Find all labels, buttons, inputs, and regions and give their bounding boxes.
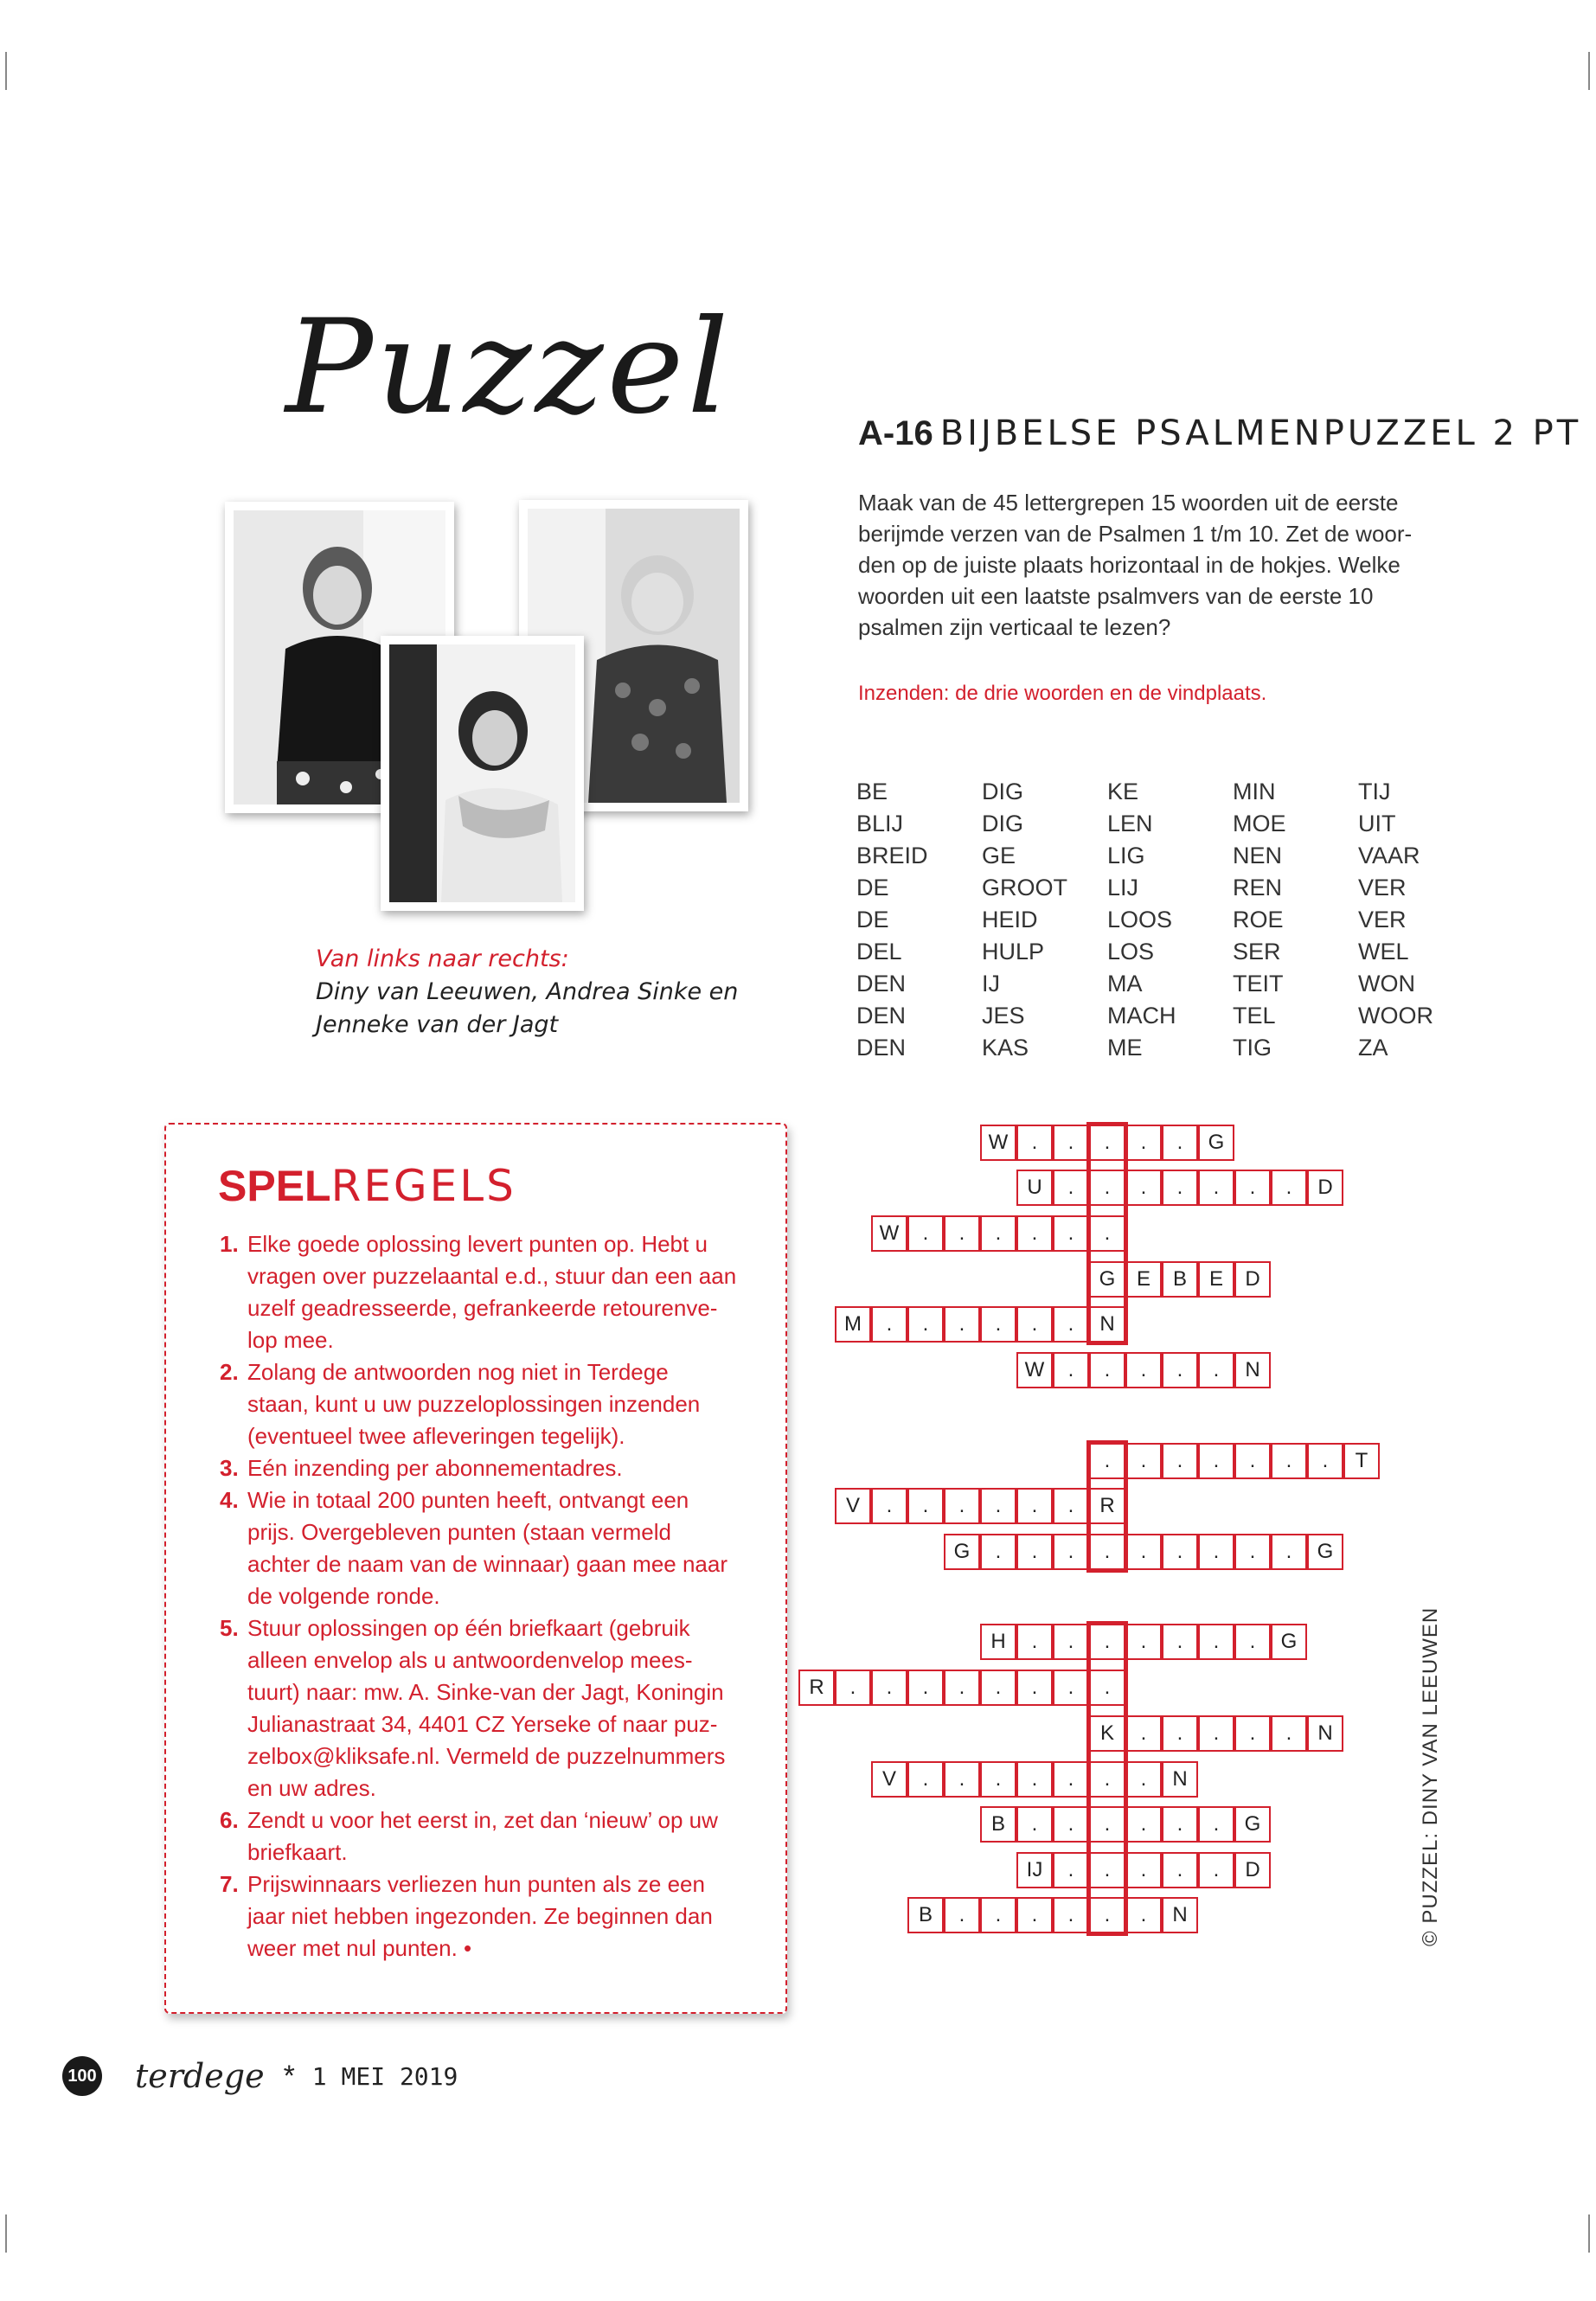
rules-title bbox=[218, 1161, 516, 1211]
page-title: Puzzel bbox=[285, 292, 733, 443]
crossword-cell[interactable]: . bbox=[1198, 1624, 1234, 1660]
syllable: DIG bbox=[982, 811, 1024, 836]
crossword-cell[interactable]: . bbox=[1016, 1125, 1053, 1161]
crossword-cell[interactable]: . bbox=[1089, 1352, 1125, 1388]
crossword-cell[interactable]: . bbox=[1016, 1806, 1053, 1843]
syllable: MOE bbox=[1233, 811, 1286, 836]
syllable: BREID bbox=[856, 843, 928, 868]
crossword-cell[interactable]: K bbox=[1089, 1715, 1125, 1752]
rule-item bbox=[220, 1356, 739, 1452]
crossword-cell[interactable]: . bbox=[907, 1488, 944, 1524]
crossword-cell[interactable]: . bbox=[1016, 1761, 1053, 1798]
crossword-cell[interactable]: . bbox=[1271, 1534, 1307, 1570]
crossword-cell[interactable]: . bbox=[1162, 1806, 1198, 1843]
crossword-cell[interactable]: . bbox=[871, 1306, 907, 1343]
crossword-cell[interactable]: . bbox=[1089, 1761, 1125, 1798]
rule-text bbox=[247, 1804, 739, 1868]
crossword-cell[interactable]: . bbox=[980, 1488, 1016, 1524]
crossword-cell[interactable]: . bbox=[1125, 1125, 1162, 1161]
crossword-cell[interactable]: . bbox=[1198, 1170, 1234, 1206]
crossword-cell[interactable]: . bbox=[1234, 1170, 1271, 1206]
crossword-cell[interactable]: . bbox=[944, 1761, 980, 1798]
syllable: VER bbox=[1358, 875, 1407, 901]
crossword-cell[interactable]: . bbox=[1271, 1715, 1307, 1752]
page-footer bbox=[62, 2054, 458, 2098]
photo-andrea bbox=[381, 636, 584, 911]
crossword-cell[interactable]: G bbox=[944, 1534, 980, 1570]
intro-line: den op de juiste plaats horizontaal in de hokjes. Welke bbox=[858, 552, 1401, 578]
crop-mark bbox=[5, 2214, 7, 2253]
crossword-cell[interactable]: . bbox=[1198, 1852, 1234, 1888]
rule-line: weer met nul punten. • bbox=[247, 1935, 472, 1961]
rule-text bbox=[247, 1868, 739, 1965]
crossword-cell[interactable]: . bbox=[1125, 1352, 1162, 1388]
intro-line: woorden uit een laatste psalmvers van de eerste 10 bbox=[858, 583, 1374, 609]
crossword-cell[interactable]: . bbox=[1271, 1443, 1307, 1479]
rule-line: achter de naam van de winnaar) gaan mee naar bbox=[247, 1551, 728, 1577]
syllable: GE bbox=[982, 843, 1016, 868]
rule-item bbox=[220, 1228, 739, 1356]
crossword-cell[interactable]: . bbox=[1125, 1897, 1162, 1933]
intro-line: Maak van de 45 lettergrepen 15 woorden uit de eerste bbox=[858, 490, 1399, 516]
syllable: LEN bbox=[1107, 811, 1153, 836]
crossword-cell[interactable]: E bbox=[1198, 1261, 1234, 1298]
rule-number: 3. bbox=[220, 1455, 239, 1481]
crossword-cell[interactable]: . bbox=[1053, 1852, 1089, 1888]
crossword-cell[interactable]: . bbox=[1089, 1624, 1125, 1660]
submit-instruction: Inzenden: de drie woorden en de vindplaats. bbox=[858, 682, 1267, 705]
crossword-cell[interactable]: . bbox=[1307, 1443, 1343, 1479]
crossword-cell[interactable]: . bbox=[1198, 1443, 1234, 1479]
syllable: DEN bbox=[856, 1035, 907, 1061]
crossword-cell[interactable]: . bbox=[1053, 1488, 1089, 1524]
crossword-cell[interactable]: W bbox=[1016, 1352, 1053, 1388]
photo-caption bbox=[316, 943, 738, 1042]
rule-number: 7. bbox=[220, 1871, 239, 1897]
crossword-cell[interactable]: . bbox=[980, 1215, 1016, 1252]
crossword-cell[interactable]: . bbox=[1198, 1715, 1234, 1752]
crossword-cell[interactable]: R bbox=[1089, 1488, 1125, 1524]
crossword-cell[interactable]: . bbox=[1162, 1715, 1198, 1752]
rule-line: (eventueel twee afleveringen tegelijk). bbox=[247, 1423, 625, 1449]
syllable: ME bbox=[1107, 1035, 1143, 1061]
crop-mark bbox=[1588, 2214, 1590, 2253]
rule-line: Stuur oplossingen op één briefkaart (gebruik bbox=[247, 1615, 690, 1641]
crossword-cell[interactable]: . bbox=[1016, 1670, 1053, 1706]
crossword-cell[interactable]: . bbox=[1162, 1125, 1198, 1161]
syllable: ROE bbox=[1233, 907, 1284, 933]
crossword-cell[interactable]: . bbox=[1125, 1806, 1162, 1843]
crossword-cell[interactable]: . bbox=[871, 1488, 907, 1524]
rule-line: alleen envelop als u antwoordenvelop mees- bbox=[247, 1647, 693, 1673]
rule-line: Zolang de antwoorden nog niet in Terdege bbox=[247, 1359, 669, 1385]
rules-box bbox=[164, 1123, 787, 2014]
rule-text bbox=[247, 1228, 739, 1356]
crossword-cell[interactable]: . bbox=[944, 1670, 980, 1706]
crossword-cell[interactable]: . bbox=[980, 1534, 1016, 1570]
syllable: MIN bbox=[1233, 779, 1276, 804]
rule-item bbox=[220, 1868, 739, 1965]
crossword-cell[interactable]: B bbox=[980, 1806, 1016, 1843]
syllable: DEN bbox=[856, 1003, 907, 1029]
crossword-cell[interactable]: . bbox=[1125, 1624, 1162, 1660]
crossword-cell[interactable]: . bbox=[1089, 1897, 1125, 1933]
crossword-cell[interactable]: W bbox=[871, 1215, 907, 1252]
crossword-cell[interactable]: . bbox=[1125, 1443, 1162, 1479]
syllable-list bbox=[856, 776, 1484, 1064]
crossword-cell[interactable]: M bbox=[835, 1306, 871, 1343]
rule-line: Prijswinnaars verliezen hun punten als ze een bbox=[247, 1871, 705, 1897]
crossword-cell[interactable]: . bbox=[1089, 1670, 1125, 1706]
crossword-cell[interactable]: . bbox=[1053, 1670, 1089, 1706]
syllable: TEL bbox=[1233, 1003, 1276, 1029]
puzzle-credit: © PUZZEL: DINY VAN LEEUWEN bbox=[1419, 1606, 1442, 1946]
rule-line: Zendt u voor het eerst in, zet dan ‘nieuw’ op uw bbox=[247, 1807, 718, 1833]
syllable: DEN bbox=[856, 971, 907, 997]
puzzle-number: A-16 bbox=[858, 414, 933, 452]
crossword-cell[interactable]: . bbox=[1125, 1852, 1162, 1888]
syllable: BLIJ bbox=[856, 811, 904, 836]
rules-title-thin: REGELS bbox=[330, 1161, 516, 1211]
crossword-cell[interactable]: . bbox=[1234, 1534, 1271, 1570]
syllable: LIJ bbox=[1107, 875, 1139, 901]
crossword-cell[interactable]: . bbox=[907, 1215, 944, 1252]
crossword-cell[interactable]: . bbox=[1162, 1352, 1198, 1388]
rule-line: zelbox@kliksafe.nl. Vermeld de puzzelnummers bbox=[247, 1743, 726, 1769]
syllable: TIG bbox=[1233, 1035, 1272, 1061]
crossword-cell[interactable]: . bbox=[1234, 1715, 1271, 1752]
crossword-cell[interactable]: . bbox=[907, 1670, 944, 1706]
crossword-cell[interactable]: . bbox=[1053, 1624, 1089, 1660]
syllable: VER bbox=[1358, 907, 1407, 933]
syllable: DE bbox=[856, 875, 889, 901]
crossword-cell[interactable]: . bbox=[1162, 1443, 1198, 1479]
crossword-cell[interactable]: . bbox=[835, 1670, 871, 1706]
syllable: IJ bbox=[982, 971, 1001, 997]
puzzle-title: BIJBELSE PSALMENPUZZEL 2 PT bbox=[939, 413, 1582, 453]
syllable: WOOR bbox=[1358, 1003, 1433, 1029]
puzzle-intro bbox=[858, 487, 1481, 643]
crossword-cell[interactable]: . bbox=[1162, 1624, 1198, 1660]
crossword-cell[interactable]: . bbox=[1016, 1534, 1053, 1570]
caption-line: Van links naar rechts: bbox=[316, 945, 569, 972]
crossword-cell[interactable]: . bbox=[1053, 1306, 1089, 1343]
rule-item bbox=[220, 1612, 739, 1804]
crossword-cell[interactable]: . bbox=[944, 1897, 980, 1933]
syllable: NEN bbox=[1233, 843, 1283, 868]
syllable: LIG bbox=[1107, 843, 1145, 868]
crossword-cell[interactable]: . bbox=[1234, 1624, 1271, 1660]
caption-line: Diny van Leeuwen, Andrea Sinke en bbox=[316, 978, 739, 1005]
issue-date: 1 MEI 2019 bbox=[311, 2061, 458, 2091]
crossword-cell[interactable]: . bbox=[1016, 1624, 1053, 1660]
crossword-cell[interactable]: . bbox=[1089, 1852, 1125, 1888]
rule-line: en uw adres. bbox=[247, 1775, 376, 1801]
crossword-cell[interactable]: . bbox=[1162, 1170, 1198, 1206]
rule-item bbox=[220, 1452, 739, 1484]
rule-line: staan, kunt u uw puzzeloplossingen inzenden bbox=[247, 1391, 701, 1417]
syllable: DE bbox=[856, 907, 889, 933]
rule-line: briefkaart. bbox=[247, 1839, 348, 1865]
crossword-cell[interactable]: . bbox=[944, 1306, 980, 1343]
syllable: MA bbox=[1107, 971, 1143, 997]
crossword-cell[interactable]: . bbox=[1053, 1352, 1089, 1388]
crossword-cell[interactable]: V bbox=[871, 1761, 907, 1798]
rule-number: 1. bbox=[220, 1231, 239, 1257]
crossword-cell[interactable]: . bbox=[1053, 1761, 1089, 1798]
rule-text bbox=[247, 1612, 739, 1804]
syllable: WEL bbox=[1358, 939, 1409, 965]
crossword-cell[interactable]: . bbox=[1198, 1806, 1234, 1843]
syllable: VAAR bbox=[1358, 843, 1420, 868]
rule-line: Julianastraat 34, 4401 CZ Yerseke of naar puz- bbox=[247, 1711, 718, 1737]
crossword-cell[interactable]: . bbox=[944, 1488, 980, 1524]
rule-text bbox=[247, 1484, 739, 1612]
crossword-cell[interactable]: . bbox=[1125, 1170, 1162, 1206]
syllable: BE bbox=[856, 779, 888, 804]
rule-line: uzelf geadresseerde, gefrankeerde retourenve- bbox=[247, 1295, 718, 1321]
syllable: DIG bbox=[982, 779, 1024, 804]
rule-line: prijs. Overgebleven punten (staan vermeld bbox=[247, 1519, 671, 1545]
crop-mark bbox=[5, 52, 7, 90]
crossword-cell[interactable]: . bbox=[1125, 1761, 1162, 1798]
rule-line: vragen over puzzelaantal e.d., stuur dan een aan bbox=[247, 1263, 737, 1289]
crossword-cell[interactable]: . bbox=[1198, 1534, 1234, 1570]
syllable: KE bbox=[1107, 779, 1139, 804]
rule-line: jaar niet hebben ingezonden. Ze beginnen dan bbox=[247, 1903, 713, 1929]
syllable: MACH bbox=[1107, 1003, 1176, 1029]
caption-line: Jenneke van der Jagt bbox=[316, 1011, 559, 1038]
intro-line: psalmen zijn verticaal te lezen? bbox=[858, 614, 1171, 640]
crossword-cell[interactable]: . bbox=[980, 1670, 1016, 1706]
syllable: HULP bbox=[982, 939, 1045, 965]
rule-number: 4. bbox=[220, 1487, 239, 1513]
rule-line: Wie in totaal 200 punten heeft, ontvangt een bbox=[247, 1487, 689, 1513]
crossword-cell[interactable]: . bbox=[1016, 1215, 1053, 1252]
rules-list bbox=[220, 1228, 739, 1965]
syllable: REN bbox=[1233, 875, 1283, 901]
syllable: UIT bbox=[1358, 811, 1396, 836]
crossword-cell[interactable]: D bbox=[1307, 1170, 1343, 1206]
crossword-cell[interactable]: H bbox=[980, 1624, 1016, 1660]
crossword-cell[interactable]: . bbox=[1089, 1170, 1125, 1206]
syllable: HEID bbox=[982, 907, 1038, 933]
crossword-cell[interactable]: T bbox=[1343, 1443, 1380, 1479]
crossword-cell[interactable]: . bbox=[1089, 1215, 1125, 1252]
crossword-cell[interactable]: . bbox=[1053, 1806, 1089, 1843]
crossword-cell[interactable]: . bbox=[980, 1761, 1016, 1798]
crossword-cell[interactable]: . bbox=[907, 1761, 944, 1798]
crossword-cell[interactable]: . bbox=[1016, 1306, 1053, 1343]
rule-line: Elke goede oplossing levert punten op. Hebt u bbox=[247, 1231, 708, 1257]
syllable: TIJ bbox=[1358, 779, 1391, 804]
crossword-cell[interactable]: U bbox=[1016, 1170, 1053, 1206]
crossword-cell[interactable]: . bbox=[1053, 1215, 1089, 1252]
crossword-cell[interactable]: B bbox=[907, 1897, 944, 1933]
puzzle-heading bbox=[858, 413, 1581, 453]
intro-line: berijmde verzen van de Psalmen 1 t/m 10. Zet de woor- bbox=[858, 521, 1413, 547]
syllable: TEIT bbox=[1233, 971, 1284, 997]
syllable: SER bbox=[1233, 939, 1281, 965]
rule-number: 6. bbox=[220, 1807, 239, 1833]
crop-mark bbox=[1588, 52, 1590, 90]
crossword-cell[interactable]: B bbox=[1162, 1261, 1198, 1298]
crossword-cell[interactable]: . bbox=[980, 1306, 1016, 1343]
syllable: ZA bbox=[1358, 1035, 1388, 1061]
crossword-cell[interactable]: IJ bbox=[1016, 1852, 1053, 1888]
syllable: LOOS bbox=[1107, 907, 1173, 933]
syllable: GROOT bbox=[982, 875, 1067, 901]
crossword-cell[interactable]: G bbox=[1089, 1261, 1125, 1298]
crossword-cell[interactable]: V bbox=[835, 1488, 871, 1524]
crossword-cell[interactable]: . bbox=[1125, 1715, 1162, 1752]
crossword-cell[interactable]: . bbox=[1016, 1488, 1053, 1524]
crossword-cell[interactable]: . bbox=[1271, 1170, 1307, 1206]
crossword-cell[interactable]: E bbox=[1125, 1261, 1162, 1298]
crossword-cell[interactable]: . bbox=[1089, 1443, 1125, 1479]
crossword-cell[interactable]: . bbox=[1089, 1125, 1125, 1161]
crossword-cell[interactable]: D bbox=[1234, 1852, 1271, 1888]
crossword-cell[interactable]: . bbox=[1125, 1534, 1162, 1570]
crossword-cell[interactable]: . bbox=[907, 1306, 944, 1343]
crossword-cell[interactable]: D bbox=[1234, 1261, 1271, 1298]
crossword-cell[interactable]: G bbox=[1307, 1534, 1343, 1570]
crossword-cell[interactable]: . bbox=[1198, 1352, 1234, 1388]
syllable: LOS bbox=[1107, 939, 1155, 965]
rule-line: de volgende ronde. bbox=[247, 1583, 440, 1609]
rule-line: lop mee. bbox=[247, 1327, 334, 1353]
rule-item bbox=[220, 1804, 739, 1868]
crossword-cell[interactable]: N bbox=[1307, 1715, 1343, 1752]
crossword-cell[interactable]: G bbox=[1198, 1125, 1234, 1161]
crossword-cell[interactable]: . bbox=[980, 1897, 1016, 1933]
rule-number: 5. bbox=[220, 1615, 239, 1641]
syllable: WON bbox=[1358, 971, 1415, 997]
rule-line: Eén inzending per abonnementadres. bbox=[247, 1455, 623, 1481]
crossword-cell[interactable]: . bbox=[944, 1215, 980, 1252]
crossword-cell[interactable]: N bbox=[1234, 1352, 1271, 1388]
rule-number: 2. bbox=[220, 1359, 239, 1385]
rule-item bbox=[220, 1484, 739, 1612]
brand-logo: terdege bbox=[135, 2057, 265, 2095]
crossword-cell[interactable]: . bbox=[1053, 1170, 1089, 1206]
page-number: 100 bbox=[62, 2056, 102, 2096]
crossword-cell[interactable]: . bbox=[1053, 1534, 1089, 1570]
crossword-cell[interactable]: G bbox=[1234, 1806, 1271, 1843]
crossword-cell[interactable]: G bbox=[1271, 1624, 1307, 1660]
rule-text bbox=[247, 1452, 739, 1484]
crossword-cell[interactable]: . bbox=[1053, 1125, 1089, 1161]
rule-text bbox=[247, 1356, 739, 1452]
syllable: JES bbox=[982, 1003, 1025, 1029]
separator-star: * bbox=[283, 2059, 295, 2093]
crossword-cell[interactable]: . bbox=[1234, 1443, 1271, 1479]
crossword-cell[interactable]: . bbox=[871, 1670, 907, 1706]
crossword-cell[interactable]: . bbox=[1089, 1534, 1125, 1570]
crossword-cell[interactable]: . bbox=[1053, 1897, 1089, 1933]
crossword-cell[interactable]: N bbox=[1089, 1306, 1125, 1343]
crossword-cell[interactable]: . bbox=[1089, 1806, 1125, 1843]
rule-line: tuurt) naar: mw. A. Sinke-van der Jagt, Koningin bbox=[247, 1679, 724, 1705]
syllable: KAS bbox=[982, 1035, 1029, 1061]
syllable: DEL bbox=[856, 939, 902, 965]
crossword-cell[interactable]: . bbox=[1016, 1897, 1053, 1933]
crossword-cell[interactable]: W bbox=[980, 1125, 1016, 1161]
crossword-cell[interactable]: . bbox=[1162, 1852, 1198, 1888]
crossword-cell[interactable]: R bbox=[798, 1670, 835, 1706]
crossword-cell[interactable]: . bbox=[1162, 1534, 1198, 1570]
crossword-cell[interactable]: N bbox=[1162, 1761, 1198, 1798]
crossword-cell[interactable]: N bbox=[1162, 1897, 1198, 1933]
rules-title-bold: SPEL bbox=[218, 1162, 331, 1210]
